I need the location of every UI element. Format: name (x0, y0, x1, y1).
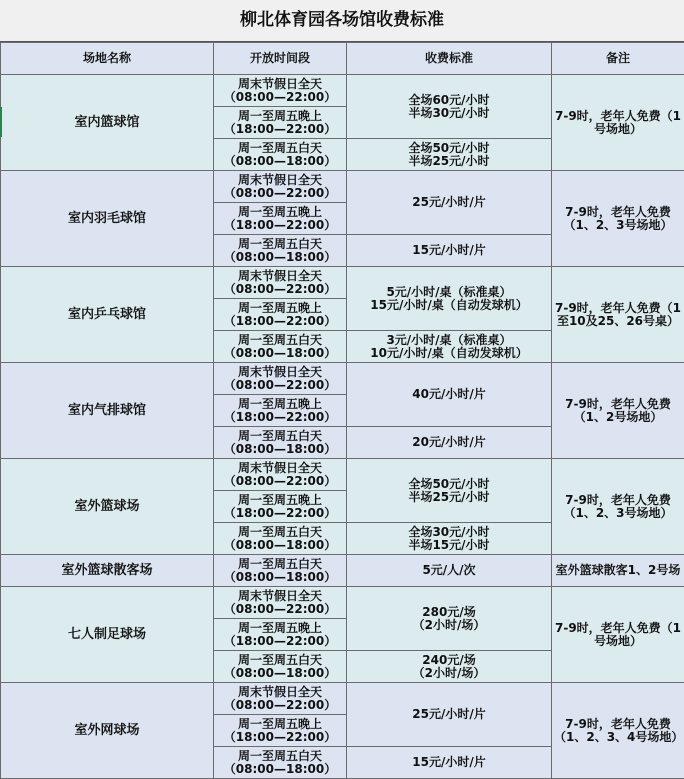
fee-line: （2小时/场） (349, 667, 549, 680)
venue-name: 室外篮球散客场 (1, 555, 214, 587)
table-row (1, 75, 684, 107)
time-slot-name: 周一至周五白天 (216, 334, 344, 347)
time-slot-cell (214, 747, 347, 779)
time-slot-hours: （08:00—18:00） (216, 347, 344, 360)
fee-line: 全场30元/小时 (349, 526, 549, 539)
fee-cell (347, 331, 552, 363)
time-slot-cell (214, 139, 347, 171)
venue-name: 室内篮球馆 (1, 75, 214, 171)
fee-line: 半场25元/小时 (349, 155, 549, 168)
table-row (1, 683, 684, 715)
time-slot-cell (214, 459, 347, 491)
time-slot-hours: （08:00—22:00） (216, 283, 344, 296)
table-row (1, 459, 684, 491)
fee-cell: 25元/小时/片 (347, 683, 552, 747)
table-row (1, 555, 684, 587)
time-slot-cell (214, 75, 347, 107)
note-cell: 7-9时，老年人免费（1、2、3号场地） (552, 171, 684, 267)
time-slot-hours: （08:00—18:00） (216, 155, 344, 168)
fee-line: 280元/场 (349, 606, 549, 619)
fee-cell: 15元/小时/片 (347, 747, 552, 779)
time-slot-name: 周末节假日全天 (216, 462, 344, 475)
fee-table (0, 42, 684, 779)
time-slot-hours: （18:00—22:00） (216, 219, 344, 232)
note-cell: 7-9时，老年人免费（1至10及25、26号桌） (552, 267, 684, 363)
note-cell: 7-9时，老年人免费（1、2、3、4号场地） (552, 683, 684, 779)
time-slot-hours: （18:00—22:00） (216, 123, 344, 136)
fee-line: 全场60元/小时 (349, 94, 549, 107)
time-slot-hours: （08:00—18:00） (216, 251, 344, 264)
time-slot-cell (214, 363, 347, 395)
time-slot-hours: （18:00—22:00） (216, 731, 344, 744)
time-slot-cell (214, 235, 347, 267)
time-slot-name: 周一至周五白天 (216, 142, 344, 155)
time-slot-hours: （18:00—22:00） (216, 411, 344, 424)
time-slot-hours: （08:00—22:00） (216, 91, 344, 104)
note-cell: 7-9时，老年人免费（1号场地） (552, 587, 684, 683)
fee-cell: 15元/小时/片 (347, 235, 552, 267)
time-slot-cell (214, 107, 347, 139)
fee-cell (347, 459, 552, 523)
time-slot-cell (214, 683, 347, 715)
time-slot-name: 周末节假日全天 (216, 686, 344, 699)
time-slot-cell (214, 171, 347, 203)
table-row (1, 171, 684, 203)
time-slot-hours: （08:00—18:00） (216, 667, 344, 680)
fee-cell (347, 267, 552, 331)
time-slot-name: 周一至周五晚上 (216, 206, 344, 219)
time-slot-name: 周末节假日全天 (216, 174, 344, 187)
header-fee: 收费标准 (347, 43, 552, 75)
time-slot-cell (214, 331, 347, 363)
fee-line: 5元/小时/桌（标准桌） (349, 286, 549, 299)
time-slot-hours: （08:00—18:00） (216, 443, 344, 456)
table-row (1, 267, 684, 299)
time-slot-cell (214, 299, 347, 331)
time-slot-name: 周一至周五白天 (216, 238, 344, 251)
header-hours: 开放时间段 (214, 43, 347, 75)
time-slot-cell (214, 523, 347, 555)
time-slot-cell (214, 651, 347, 683)
time-slot-name: 周一至周五晚上 (216, 302, 344, 315)
fee-line: 全场50元/小时 (349, 142, 549, 155)
fee-line: 半场15元/小时 (349, 539, 549, 552)
venue-name: 室内羽毛球馆 (1, 171, 214, 267)
time-slot-name: 周一至周五白天 (216, 750, 344, 763)
time-slot-hours: （18:00—22:00） (216, 315, 344, 328)
fee-cell: 40元/小时/片 (347, 363, 552, 427)
time-slot-cell (214, 395, 347, 427)
time-slot-name: 周一至周五晚上 (216, 398, 344, 411)
fee-cell: 5元/人/次 (347, 555, 552, 587)
time-slot-cell (214, 427, 347, 459)
time-slot-hours: （08:00—22:00） (216, 379, 344, 392)
time-slot-hours: （08:00—18:00） (216, 571, 344, 584)
fee-line: 10元/小时/桌（自动发球机） (349, 347, 549, 360)
time-slot-name: 周一至周五白天 (216, 558, 344, 571)
fee-cell (347, 587, 552, 651)
time-slot-name: 周末节假日全天 (216, 590, 344, 603)
time-slot-name: 周一至周五白天 (216, 430, 344, 443)
time-slot-cell (214, 587, 347, 619)
fee-cell (347, 75, 552, 139)
table-row (1, 363, 684, 395)
fee-line: 半场25元/小时 (349, 491, 549, 504)
note-cell: 7-9时，老年人免费（1、2、3号场地） (552, 459, 684, 555)
time-slot-hours: （08:00—22:00） (216, 699, 344, 712)
time-slot-name: 周一至周五晚上 (216, 494, 344, 507)
time-slot-cell (214, 267, 347, 299)
fee-cell (347, 139, 552, 171)
page-title: 柳北体育园各场馆收费标准 (0, 0, 684, 42)
time-slot-name: 周末节假日全天 (216, 366, 344, 379)
time-slot-hours: （08:00—22:00） (216, 187, 344, 200)
fee-cell (347, 523, 552, 555)
note-cell: 7-9时，老年人免费（1号场地） (552, 75, 684, 171)
venue-name: 七人制足球场 (1, 587, 214, 683)
time-slot-hours: （08:00—18:00） (216, 763, 344, 776)
time-slot-name: 周一至周五晚上 (216, 622, 344, 635)
time-slot-name: 周末节假日全天 (216, 78, 344, 91)
fee-cell (347, 651, 552, 683)
header-note: 备注 (552, 43, 684, 75)
time-slot-hours: （18:00—22:00） (216, 635, 344, 648)
time-slot-hours: （08:00—22:00） (216, 603, 344, 616)
row-selection-marker (0, 107, 2, 137)
table-row (1, 587, 684, 619)
time-slot-cell (214, 619, 347, 651)
fee-cell: 25元/小时/片 (347, 171, 552, 235)
fee-cell: 20元/小时/片 (347, 427, 552, 459)
time-slot-name: 周一至周五白天 (216, 526, 344, 539)
time-slot-name: 周末节假日全天 (216, 270, 344, 283)
header-row (1, 43, 684, 75)
fee-line: 全场50元/小时 (349, 478, 549, 491)
time-slot-cell (214, 555, 347, 587)
fee-line: 半场30元/小时 (349, 107, 549, 120)
note-cell: 7-9时，老年人免费（1、2号场地） (552, 363, 684, 459)
fee-line: 15元/小时/桌（自动发球机） (349, 299, 549, 312)
time-slot-name: 周一至周五白天 (216, 654, 344, 667)
venue-name: 室外网球场 (1, 683, 214, 779)
time-slot-cell (214, 491, 347, 523)
time-slot-hours: （18:00—22:00） (216, 507, 344, 520)
time-slot-name: 周一至周五晚上 (216, 718, 344, 731)
fee-line: 240元/场 (349, 654, 549, 667)
time-slot-cell (214, 715, 347, 747)
venue-name: 室外篮球场 (1, 459, 214, 555)
venue-name: 室内乒乓球馆 (1, 267, 214, 363)
note-cell: 室外篮球散客1、2号场 (552, 555, 684, 587)
time-slot-hours: （08:00—22:00） (216, 475, 344, 488)
time-slot-hours: （08:00—18:00） (216, 539, 344, 552)
fee-line: （2小时/场） (349, 619, 549, 632)
time-slot-name: 周一至周五晚上 (216, 110, 344, 123)
venue-name: 室内气排球馆 (1, 363, 214, 459)
fee-line: 3元/小时/桌（标准桌） (349, 334, 549, 347)
time-slot-cell (214, 203, 347, 235)
header-venue: 场地名称 (1, 43, 214, 75)
